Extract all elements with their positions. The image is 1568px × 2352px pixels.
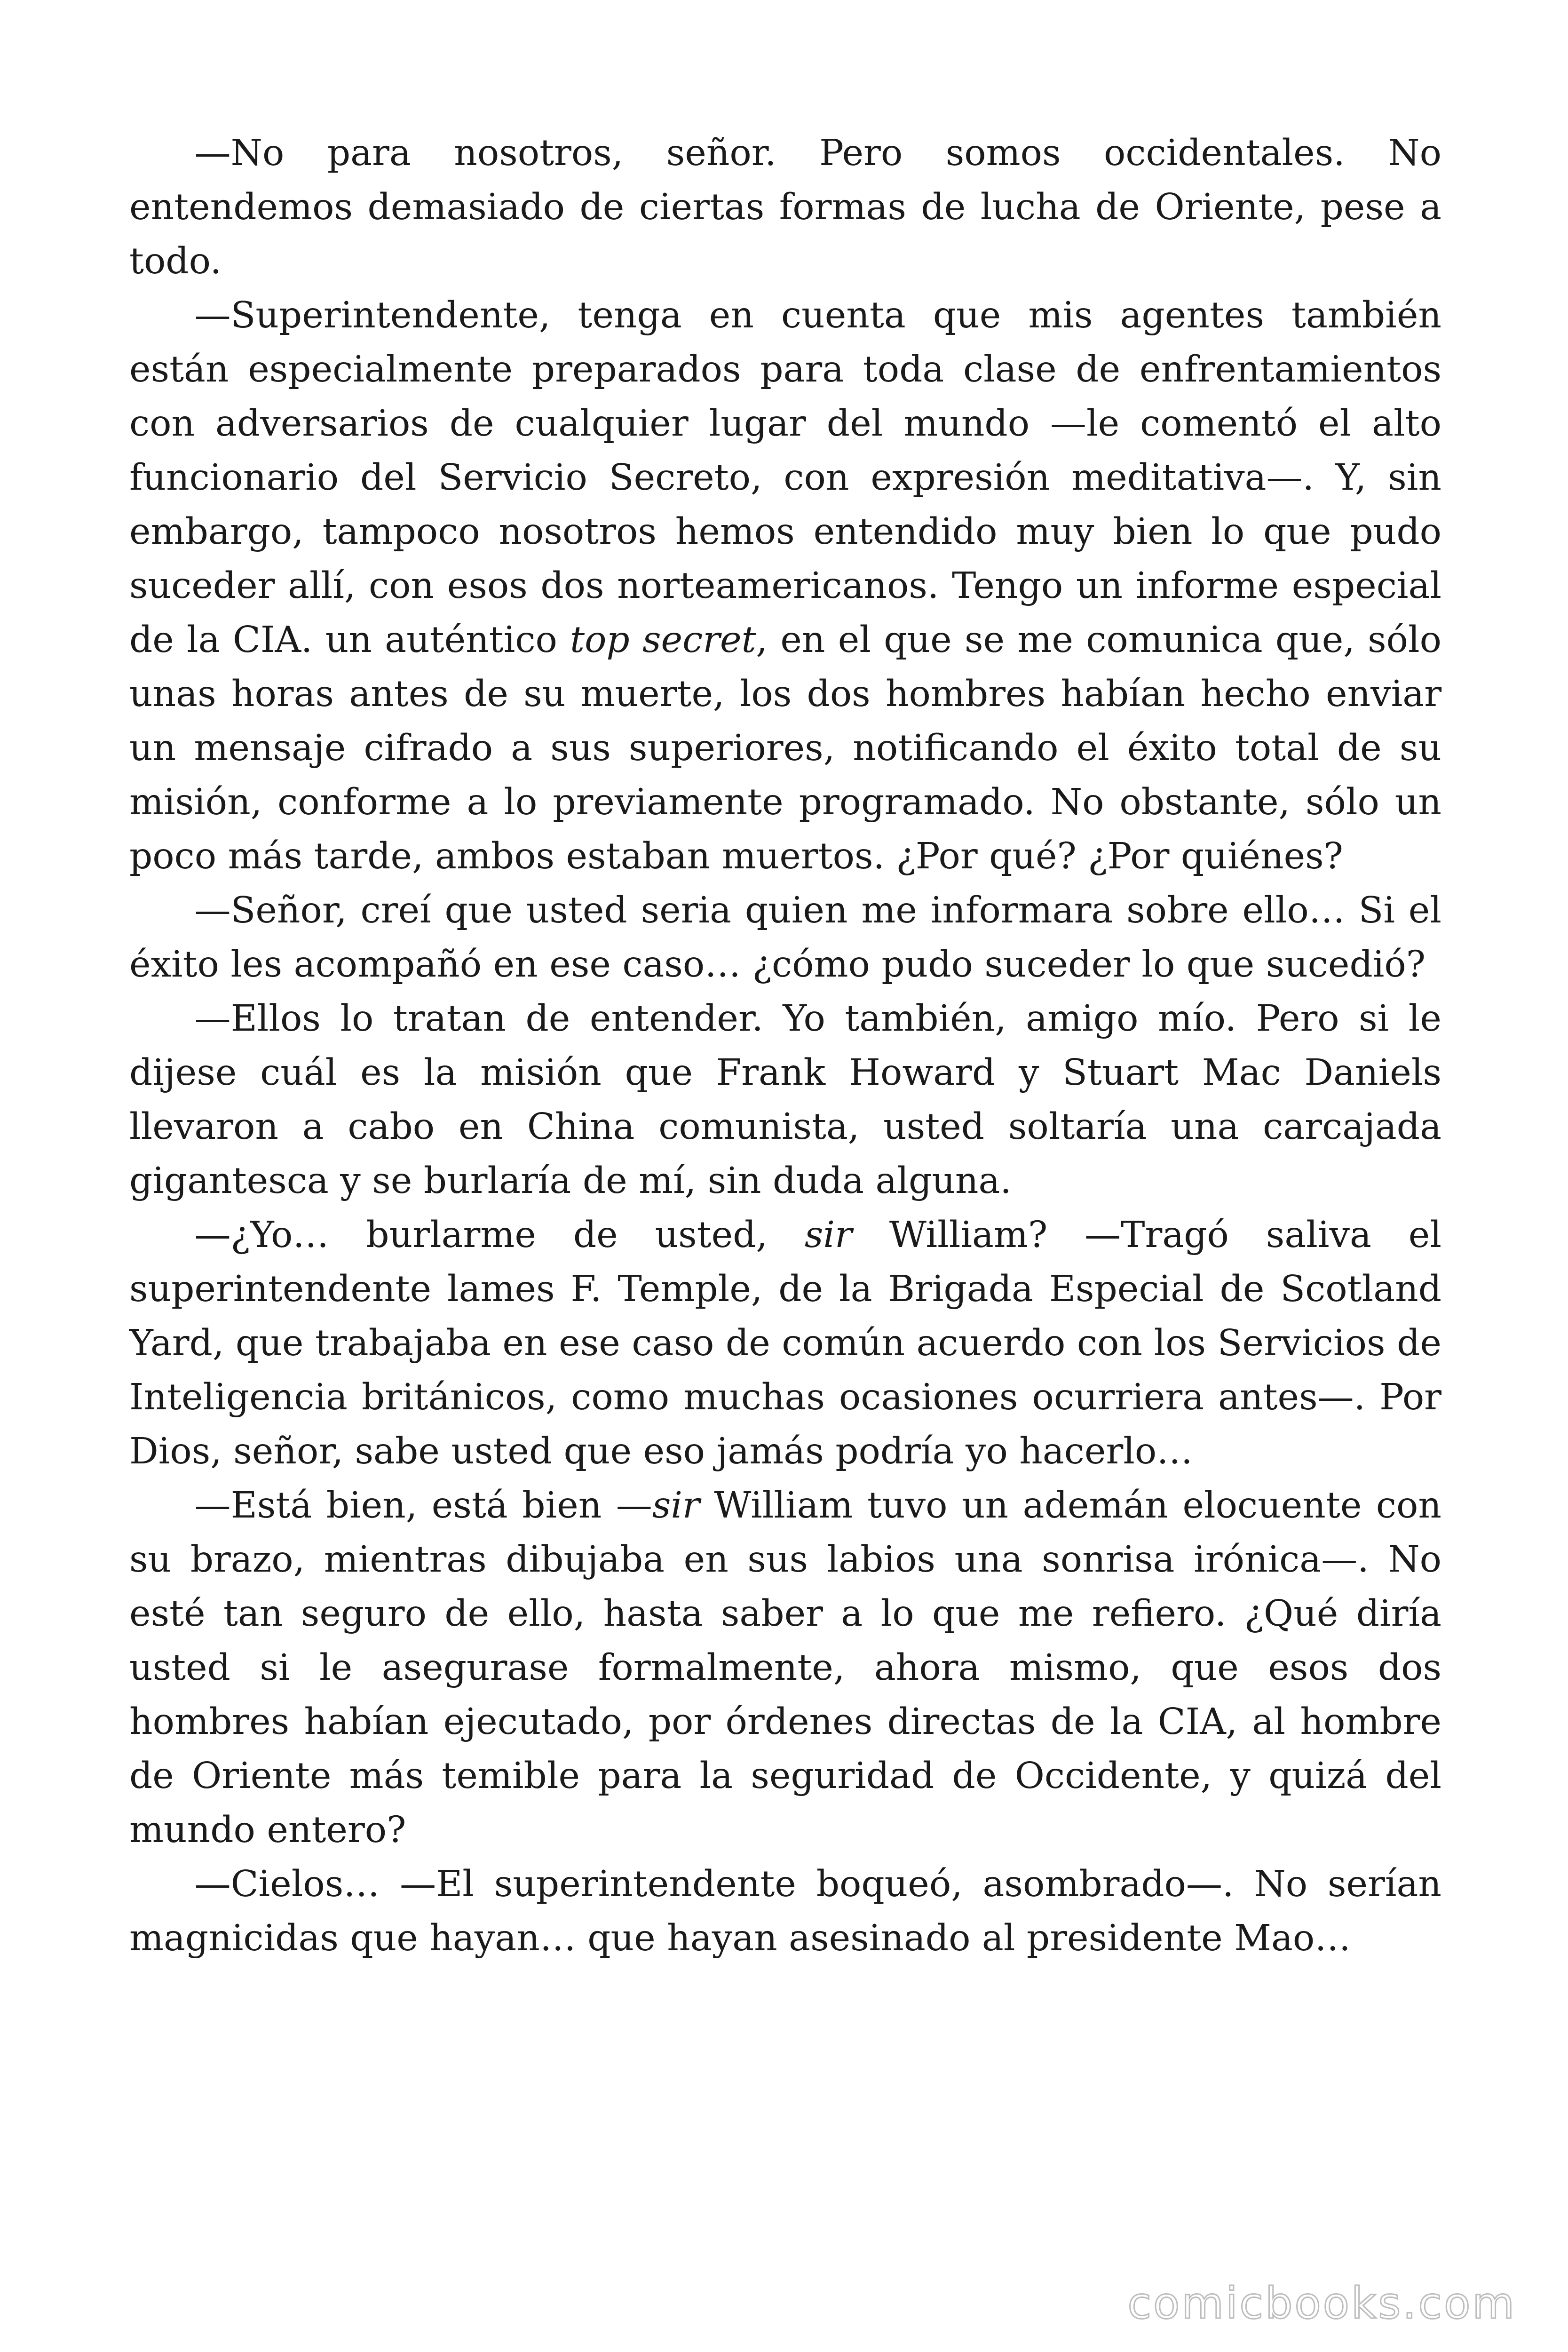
watermark: comicbooks.com <box>1127 2278 1516 2328</box>
text-run: William? —Tragó saliva el superintendente lames F. Temple, de la Brigada Especial de Scotland Yard, que trabajaba en ese caso de común acuerdo con los Servicios de Inteligencia británicos, como muchas ocasiones ocurriera antes—. Por Dios, señor, sabe usted que eso jamás podría yo hacerlo… <box>129 1214 1441 1472</box>
text-run: —No para nosotros, señor. Pero somos occidentales. No entendemos demasiado de ciertas formas de lucha de Oriente, pese a todo. <box>129 132 1441 282</box>
text-run: —Ellos lo tratan de entender. Yo también, amigo mío. Pero si le dijese cuál es la misión que Frank Howard y Stuart Mac Daniels llevaron a cabo en China comunista, usted soltaría una carcajada gigantesca y se burlaría de mí, sin duda alguna. <box>129 998 1441 1202</box>
text-run: —Superintendente, tenga en cuenta que mis agentes también están especialmente preparados para toda clase de enfrentamientos con adversarios de cualquier lugar del mundo —le comentó el alto funcionario del Servicio Secreto, con expresión meditativa—. Y, sin embargo, tampoco nosotros hemos entendido muy bien lo que pudo suceder allí, con esos dos norteamericanos. Tengo un informe especial de la CIA. un auténtico <box>129 294 1441 661</box>
italic-text-run: sir <box>804 1214 852 1256</box>
paragraph <box>129 992 1441 1208</box>
paragraph <box>129 126 1441 288</box>
text-run: William tuvo un ademán elocuente con su brazo, mientras dibujaba en sus labios una sonrisa irónica—. No esté tan seguro de ello, hasta saber a lo que me refiero. ¿Qué diría usted si le asegurase formalmente, ahora mismo, que esos dos hombres habían ejecutado, por órdenes directas de la CIA, al hombre de Oriente más temible para la seguridad de Occidente, y quizá del mundo entero? <box>129 1485 1441 1851</box>
italic-text-run: top secret <box>570 619 756 661</box>
paragraph <box>129 1478 1441 1857</box>
paragraph <box>129 288 1441 883</box>
paragraph <box>129 883 1441 992</box>
text-run: , en el que se me comunica que, sólo unas horas antes de su muerte, los dos hombres habían hecho enviar un mensaje cifrado a sus superiores, notificando el éxito total de su misión, conforme a lo previamente programado. No obstante, sólo un poco más tarde, ambos estaban muertos. ¿Por qué? ¿Por quiénes? <box>129 619 1441 877</box>
text-run: —Cielos… —El superintendente boqueó, asombrado—. No serían magnicidas que hayan… que hayan asesinado al presidente Mao… <box>129 1863 1441 1959</box>
text-run: —¿Yo… burlarme de usted, <box>194 1214 805 1256</box>
italic-text-run: sir <box>652 1485 700 1526</box>
paragraph <box>129 1208 1441 1478</box>
text-run: —Señor, creí que usted seria quien me informara sobre ello… Si el éxito les acompañó en ese caso… ¿cómo pudo suceder lo que sucedió? <box>129 890 1441 985</box>
book-page-text <box>129 126 1441 1965</box>
text-run: —Está bien, está bien — <box>194 1485 652 1526</box>
paragraph <box>129 1857 1441 1965</box>
